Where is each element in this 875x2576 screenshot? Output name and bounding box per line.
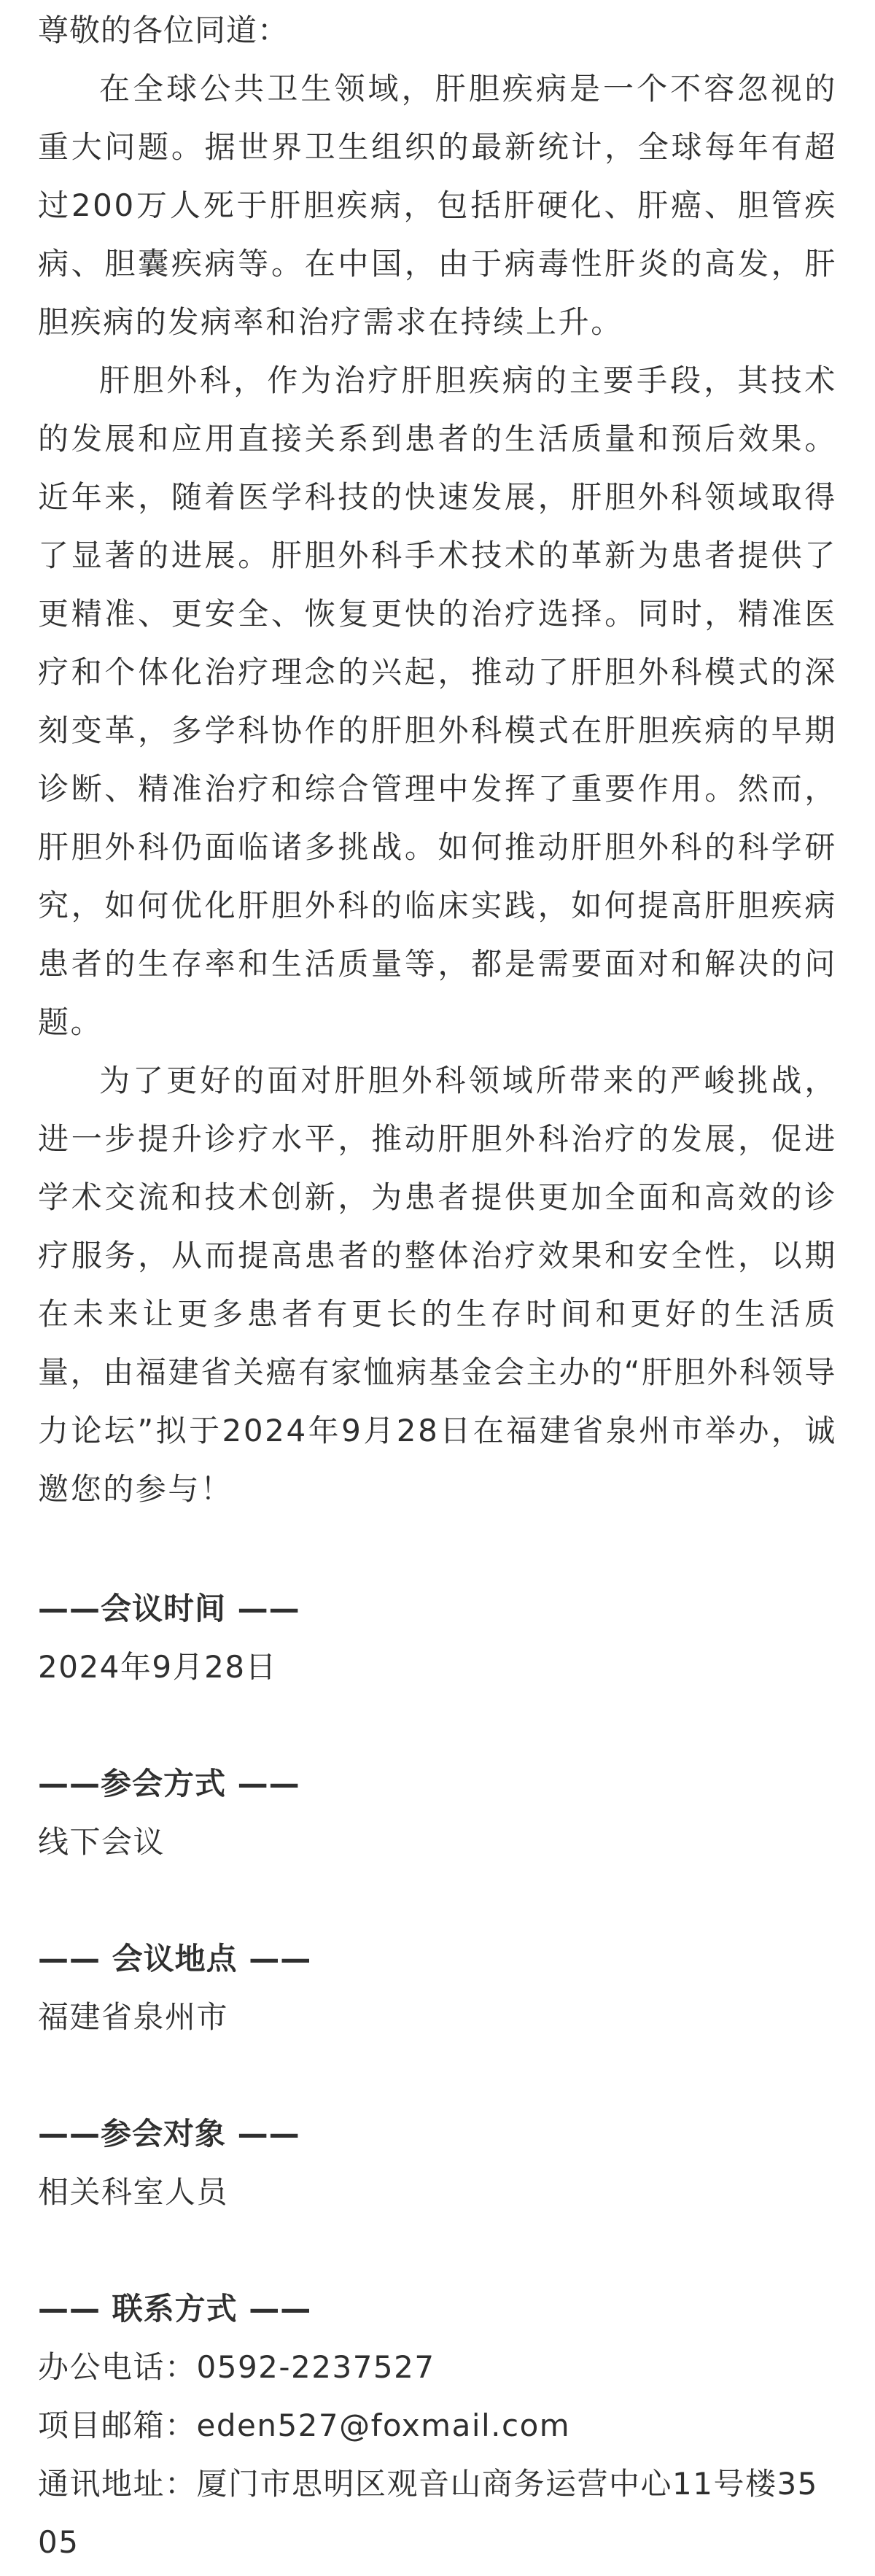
section-title-contact: —— 联系方式 ——	[38, 2291, 312, 2327]
spacer	[38, 1518, 837, 1580]
paragraph-intro: 在全球公共卫生领域，肝胆疾病是一个不容忽视的重大问题。据世界卫生组织的最新统计，全球每年有超过200万人死于肝胆疾病，包括肝硬化、肝癌、胆管疾病、胆囊疾病等。在中国，由于病毒性肝炎的高发，肝胆疾病的发病率和治疗需求在持续上升。	[38, 71, 837, 340]
contact-address: 通讯地址：厦门市思明区观音山商务运营中心11号楼3505	[38, 2466, 818, 2560]
contact-email: 项目邮箱：eden527@foxmail.com	[38, 2408, 571, 2443]
paragraph-hepatobiliary-surgery: 肝胆外科，作为治疗肝胆疾病的主要手段，其技术的发展和应用直接关系到患者的生活质量和预后效果。近年来，随着医学科技的快速发展，肝胆外科领域取得了显著的进展。肝胆外科手术技术的革新为患者提供了更精准、更安全、恢复更快的治疗选择。同时，精准医疗和个体化治疗理念的兴起，推动了肝胆外科模式的深刻变革，多学科协作的肝胆外科模式在肝胆疾病的早期诊断、精准治疗和综合管理中发挥了重要作用。然而，肝胆外科仍面临诸多挑战。如何推动肝胆外科的科学研究，如何优化肝胆外科的临床实践，如何提高肝胆疾病患者的生存率和生活质量等，都是需要面对和解决的问题。	[38, 362, 837, 1040]
meeting-location: 福建省泉州市	[38, 1999, 229, 2035]
section-contact	[38, 2280, 837, 2572]
section-meeting-time	[38, 1580, 837, 1696]
meeting-date: 2024年9月28日	[38, 1649, 278, 1685]
section-title-meeting-time: ——会议时间 ——	[38, 1591, 300, 1626]
section-title-meeting-location: —— 会议地点 ——	[38, 1941, 312, 1976]
section-audience	[38, 2105, 837, 2222]
section-meeting-location	[38, 1930, 837, 2047]
audience: 相关科室人员	[38, 2174, 229, 2210]
attendance-mode: 线下会议	[38, 1824, 166, 1860]
contact-phone: 办公电话：0592-2237527	[38, 2349, 435, 2385]
section-title-attendance-mode: ——参会方式 ——	[38, 1766, 300, 1801]
greeting: 尊敬的各位同道：	[38, 12, 289, 48]
section-attendance-mode	[38, 1755, 837, 1871]
section-title-audience: ——参会对象 ——	[38, 2116, 300, 2152]
paragraph-invitation: 为了更好的面对肝胆外科领域所带来的严峻挑战，进一步提升诊疗水平，推动肝胆外科治疗的发展，促进学术交流和技术创新，为患者提供更加全面和高效的诊疗服务，从而提高患者的整体治疗效果和安全性，以期在未来让更多患者有更长的生存时间和更好的生活质量，由福建省关癌有家恤病基金会主办的“肝胆外科领导力论坛”拟于2024年9月28日在福建省泉州市举办，诚邀您的参与！	[38, 1063, 837, 1507]
